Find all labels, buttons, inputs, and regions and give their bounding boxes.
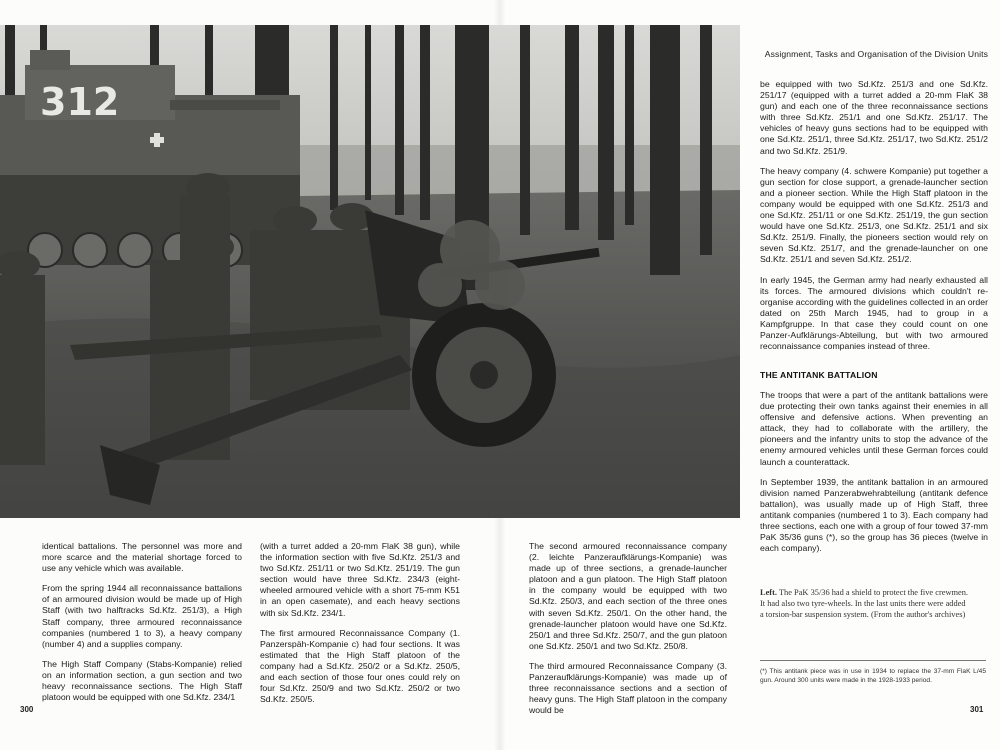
paragraph: (with a turret added a 20-mm FlaK 38 gun), while the information section with five Sd.Kfz. 251/3 and two Sd.Kfz. 251/11 or two Sd.Kfz. 251/19. The gun section would have three Sd.Kfz. 234/3 (eight-wheeled armoured vehicle with a short 75-mm K51 in an open casemate), and each heavy sections with six Sd.Kfz. 234/1. — [260, 541, 460, 618]
paragraph: The first armoured Reconnaissance Company (1. Panzerspäh-Kompanie c) had four sections. It was estimated that the High Staff platoon of the company had a Sd.Kfz. 250/2 or a Sd.Kfz. 250/5, and each section of those four ones could rely on four Sd.Kfz. 250/9 and two Sd.Kfz. 250/2 or two Sd.Kfz. 250/5. — [260, 627, 460, 705]
paragraph: In early 1945, the German army had nearly exhausted all its forces. The armoured divisions which couldn't re-organise according with the guidelines collected in an order dated on 25th March 1945, had to group in a Kampfgruppe. In that case they could count on one Panzer-Aufklärungs-Abteilung, but with two armoured reconnaissance companies instead of three. — [760, 274, 988, 352]
paragraph: be equipped with two Sd.Kfz. 251/3 and one Sd.Kfz. 251/17 (equipped with a turret added a 20-mm FlaK 38 gun) and each one of the three reconnaissance sections with three Sd.Kfz. 251/1 and one Sd.Kfz. 251/17. The vehicles of heavy guns sections had to be equipped with one Sd.Kfz. 251/1, three Sd.Kfz. 251/17, two Sd.Kfz. 251/2 and two Sd.Kfz. 251/9. — [760, 79, 988, 156]
antitank-gun-photo — [0, 25, 740, 518]
photo-caption — [760, 588, 970, 620]
paragraph: The second armoured reconnaissance company (2. leichte Panzeraufklärungs-Kompanie) was made up of three sections, a grenade-launcher platoon and a gun platoon. The High Staff platoon in the company would be equipped with two Sd.Kfz. 250/3, and each section of the three ones with seven Sd.Kfz. 250/1. On the other hand, the grenade-launcher platoon would have one Sd.Kfz. 250/1 and three Sd.Kfz. 250/7, and the gun platoon one Sd.Kfz. 250/1 and two Sd.Kfz. 250/8. — [529, 541, 727, 651]
paragraph: In September 1939, the antitank battalion in an armoured division named Panzerabwehrabteilung (antitank defence battalion), was usually made up of High Staff, three antitank companies (numbered 1 to 3). Each company had three sections, each one with a group of four towed 37-mm PaK 35/36 guns (*), so the group has 36 pieces (twelve in each company). — [760, 476, 988, 554]
paragraph: identical battalions. The personnel was more and more scarce and the material shortage forced to use any vehicle which was available. — [42, 541, 242, 574]
section-title: THE ANTITANK BATTALION — [760, 370, 878, 380]
left-column-2 — [260, 541, 460, 714]
paragraph: The third armoured Reconnaissance Company (3. Panzeraufklärungs-Kompanie) was made up of three reconnaissance sections and a section of heavy guns. The High Staff platoon in the company would be — [529, 660, 727, 716]
tank-number: 312 — [40, 80, 120, 124]
antitank-column — [760, 390, 988, 563]
footnote-rule — [760, 660, 986, 661]
right-column-1 — [529, 541, 727, 725]
page-number-right: 301 — [970, 705, 984, 714]
footnote: (*) This antitank piece was in use in 1934 to replace the 37-mm FlaK L/45 gun. Around 300 units were made in the 1928-1933 period. — [760, 668, 986, 684]
caption-text: The PaK 35/36 had a shield to protect the five crewmen. It had also two tyre-wheels. In the last units there were added a torsion-bar suspension system. (From the author's archives) — [760, 588, 969, 619]
right-top-column — [760, 79, 988, 361]
page-number-left: 300 — [20, 705, 34, 714]
paragraph: From the spring 1944 all reconnaissance battalions of an armoured division would be made up of High Staff (with two halftracks Sd.Kfz. 251/3), a High Staff company, three armoured reconnaissance companies (numbered 1 to 3), a heavy company (number 4) and a supplies company. — [42, 583, 242, 649]
caption-label: Left. — [760, 588, 777, 597]
paragraph: The heavy company (4. schwere Kompanie) put together a gun section for close support, a grenade-launcher section and a pioneer section. While the High Staff platoon in the company would be equipped with one Sd.Kfz. 251/3 and one Sd.Kfz. 251/11 or one Sd.Kfz. 251/19, the gun section would have one Sd.Kfz. 251/3, one Sd.Kfz. 251/1 and six Sd.Kfz. 251/9. Finally, the pioneers section would rely on seven Sd.Kfz. 251/7, and the grenade-launcher on one Sd.Kfz. 251/1 and seven Sd.Kfz. 251/2. — [760, 165, 988, 265]
running-header: Assignment, Tasks and Organisation of the Division Units — [764, 49, 988, 59]
paragraph: The High Staff Company (Stabs-Kompanie) relied on an information section, a gun section and two heavy reconnaissance sections. The High Staff platoon would be equipped with one Sd.Kfz. 234/1 — [42, 658, 242, 703]
paragraph: The troops that were a part of the antitank battalions were due protecting their own tanks against their enemies in all offensive and defensive actions. When preventing an attack, they had to collaborate with the artillery, the pioneers and the infantry units to stop the advance of the enemy armoured vehicles until these German forces could launch a counterattack. — [760, 390, 988, 467]
left-column-1 — [42, 541, 242, 712]
